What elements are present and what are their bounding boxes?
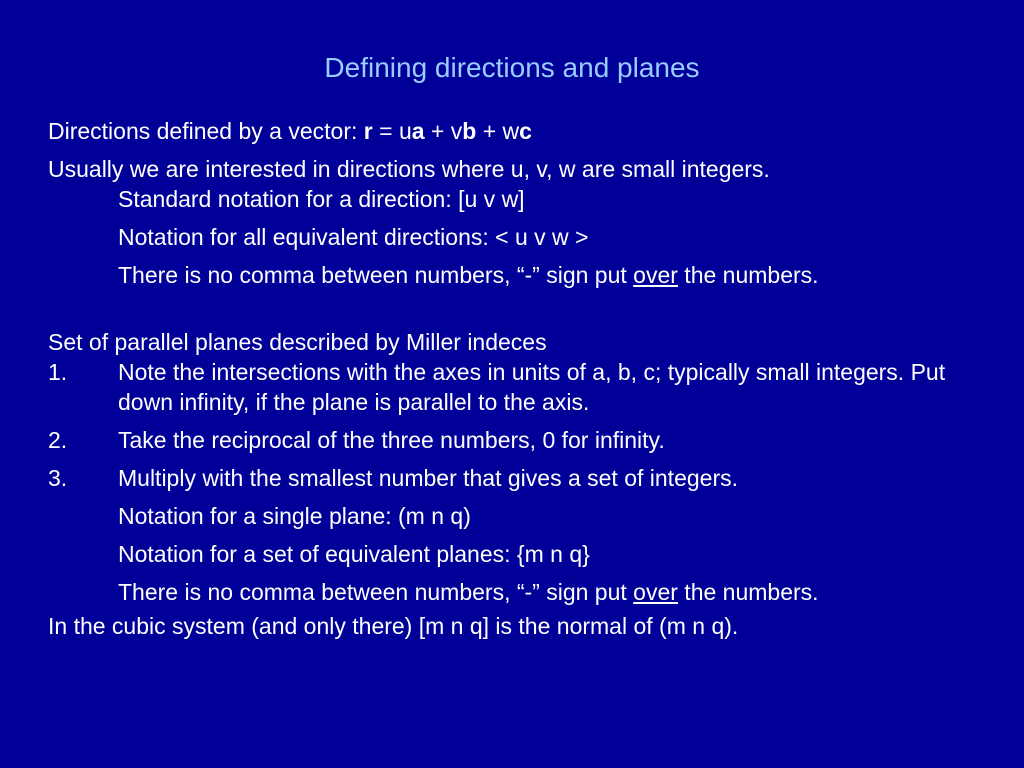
- vector-plus-w: + w: [476, 118, 520, 144]
- step-text: Take the reciprocal of the three numbers, 0 for infinity.: [118, 427, 665, 453]
- planes-set-notation: Notation for a set of equivalent planes: {m n q}: [118, 541, 590, 567]
- spacer: [48, 290, 988, 323]
- vector-c: c: [519, 118, 532, 144]
- planes-step-1: [48, 357, 988, 417]
- vector-r: r: [363, 118, 373, 144]
- planes-comma-note: [48, 577, 988, 607]
- step-number: 3.: [48, 465, 68, 491]
- step-number: 2.: [48, 427, 68, 453]
- directions-comma-note: [48, 260, 988, 290]
- comma-note-over: over: [633, 262, 678, 288]
- vector-a: a: [411, 118, 425, 144]
- step-text: Multiply with the smallest number that gives a set of integers.: [118, 465, 739, 491]
- comma-note-pre: There is no comma between numbers, “-” sign put: [118, 262, 634, 288]
- comma-note-pre: There is no comma between numbers, “-” sign put: [118, 579, 634, 605]
- vector-eq-u: = u: [372, 118, 412, 144]
- slide-title: Defining directions and planes: [324, 52, 700, 83]
- vector-prefix: Directions defined by a vector:: [48, 118, 364, 144]
- step-number: 1.: [48, 359, 68, 385]
- vector-b: b: [462, 118, 477, 144]
- comma-note-over: over: [633, 579, 678, 605]
- directions-usually-line: Usually we are interested in directions where u, v, w are small integers.: [48, 156, 770, 182]
- vector-plus-v: + v: [424, 118, 463, 144]
- directions-standard-notation: Standard notation for a direction: [u v w]: [118, 186, 525, 212]
- planes-cubic-note: In the cubic system (and only there) [m n q] is the normal of (m n q).: [48, 613, 739, 639]
- step-text: Note the intersections with the axes in units of a, b, c; typically small integers. Put down infinity, if the plane is parallel to the axis.: [118, 359, 946, 415]
- planes-single-notation: Notation for a single plane: (m n q): [118, 503, 471, 529]
- planes-heading: Set of parallel planes described by Miller indeces: [48, 329, 547, 355]
- planes-step-3: [48, 463, 988, 493]
- directions-equivalent-notation: Notation for all equivalent directions: < u v w >: [118, 224, 589, 250]
- slide-body: [48, 116, 988, 641]
- planes-step-2: [48, 425, 988, 455]
- comma-note-post: the numbers.: [677, 262, 819, 288]
- comma-note-post: the numbers.: [677, 579, 819, 605]
- directions-vector-line: [48, 116, 988, 146]
